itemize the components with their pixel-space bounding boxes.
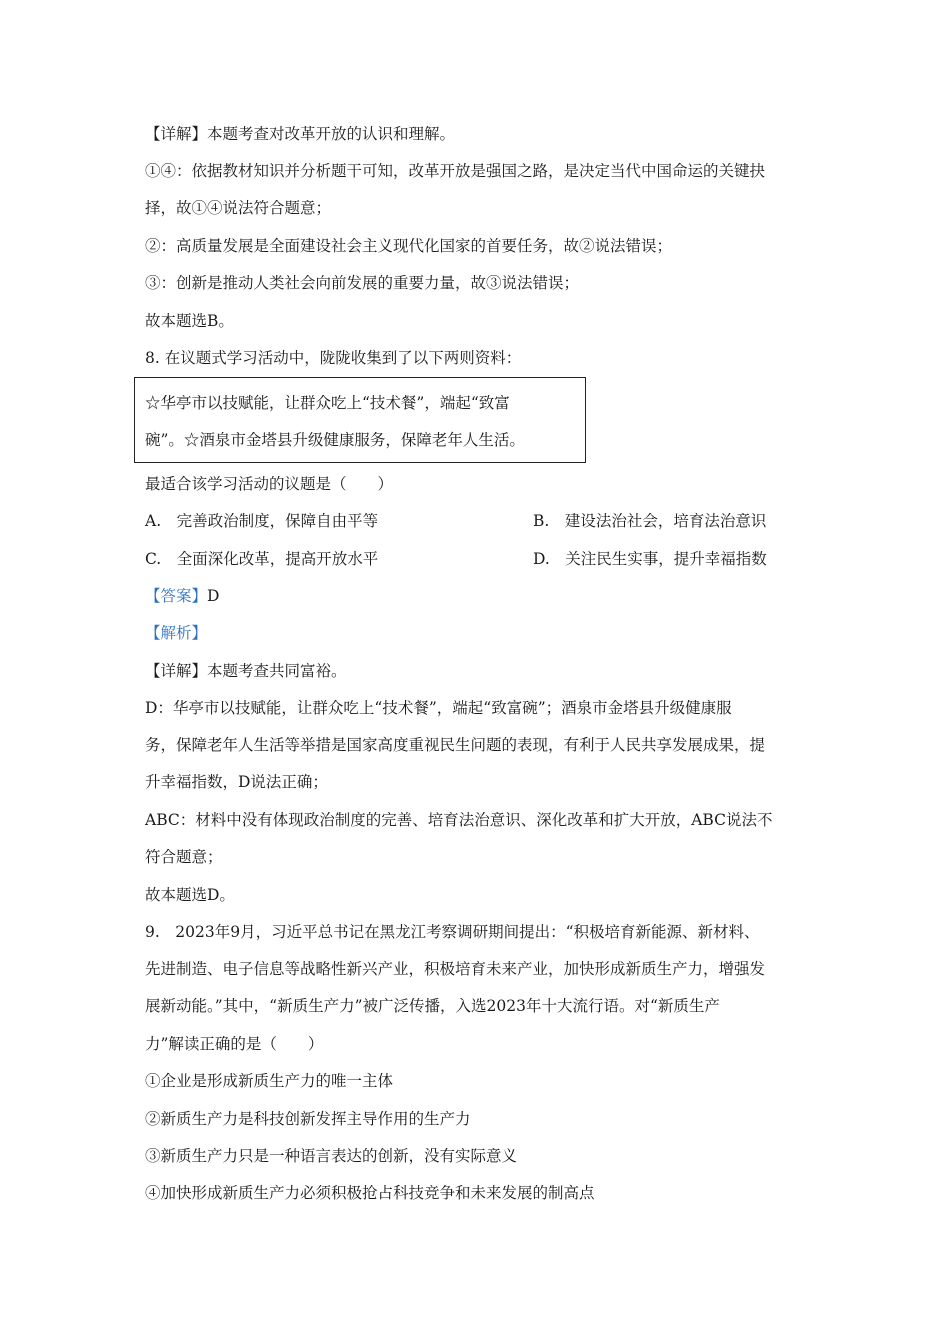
q8-stem: 8. 在议题式学习活动中，陇陇收集到了以下两则资料： xyxy=(145,349,522,367)
q8-material-line-1: ☆华亭市以技赋能，让群众吃上“技术餐”，端起“致富 xyxy=(145,394,510,412)
q9-statement-3: ③新质生产力只是一种语言表达的创新，没有实际意义 xyxy=(145,1147,518,1165)
q7-explanation-line-1: ①④：依据教材知识并分析题干可知，改革开放是强国之路，是决定当代中国命运的关键抉 xyxy=(145,162,766,180)
q8-option-a: A. 完善政治制度，保障自由平等 xyxy=(145,512,379,530)
q9-stem-line-2: 先进制造、电子信息等战略性新兴产业，积极培育未来产业，加快形成新质生产力，增强发 xyxy=(145,960,766,978)
q9-statement-1: ①企业是形成新质生产力的唯一主体 xyxy=(145,1072,394,1090)
q8-answer xyxy=(145,585,219,607)
q8-explanation-line-2: 务，保障老年人生活等举措是国家高度重视民生问题的表现，有利于人民共享发展成果，提 xyxy=(145,736,766,754)
q8-explanation-line-1: D：华亭市以技赋能，让群众吃上“技术餐”，端起“致富碗”；酒泉市金塔县升级健康服 xyxy=(145,699,732,717)
q8-explanation-line-5: 符合题意； xyxy=(145,848,223,866)
q8-explanation-line-3: 升幸福指数，D说法正确； xyxy=(145,773,328,791)
q7-detail: 【详解】本题考查对改革开放的认识和理解。 xyxy=(145,125,456,143)
q8-conclusion: 故本题选D。 xyxy=(145,886,235,904)
q8-question: 最适合该学习活动的议题是（ ） xyxy=(145,475,394,493)
q9-statement-2: ②新质生产力是科技创新发挥主导作用的生产力 xyxy=(145,1110,471,1128)
q8-analysis-tag: 【解析】 xyxy=(145,624,208,642)
q8-option-d: D. 关注民生实事，提升幸福指数 xyxy=(533,550,767,568)
answer-value: D xyxy=(207,587,220,605)
q7-explanation-line-4: ③：创新是推动人类社会向前发展的重要力量，故③说法错误； xyxy=(145,274,580,292)
q9-stem-line-4: 力”解读正确的是（ ） xyxy=(145,1035,324,1053)
answer-tag: 【答案】 xyxy=(145,587,208,605)
q7-explanation-line-2: 择，故①④说法符合题意； xyxy=(145,199,332,217)
q7-conclusion: 故本题选B。 xyxy=(145,312,234,330)
q8-option-c: C. 全面深化改革，提高开放水平 xyxy=(145,550,379,568)
q7-explanation-line-3: ②：高质量发展是全面建设社会主义现代化国家的首要任务，故②说法错误； xyxy=(145,237,673,255)
q8-material-line-2: 碗”。☆酒泉市金塔县升级健康服务，保障老年人生活。 xyxy=(145,431,525,449)
q8-detail: 【详解】本题考查共同富裕。 xyxy=(145,662,347,680)
q8-explanation-line-4: ABC：材料中没有体现政治制度的完善、培育法治意识、深化改革和扩大开放，ABC说法不 xyxy=(145,811,773,829)
q8-option-b: B. 建设法治社会，培育法治意识 xyxy=(533,512,767,530)
q9-stem-line-1: 9. 2023年9月，习近平总书记在黑龙江考察调研期间提出：“积极培育新能源、新材料、 xyxy=(145,923,760,941)
q9-statement-4: ④加快形成新质生产力必须积极抢占科技竞争和未来发展的制高点 xyxy=(145,1184,595,1202)
q9-stem-line-3: 展新动能。”其中，“新质生产力”被广泛传播，入选2023年十大流行语。对“新质生产 xyxy=(145,997,720,1015)
